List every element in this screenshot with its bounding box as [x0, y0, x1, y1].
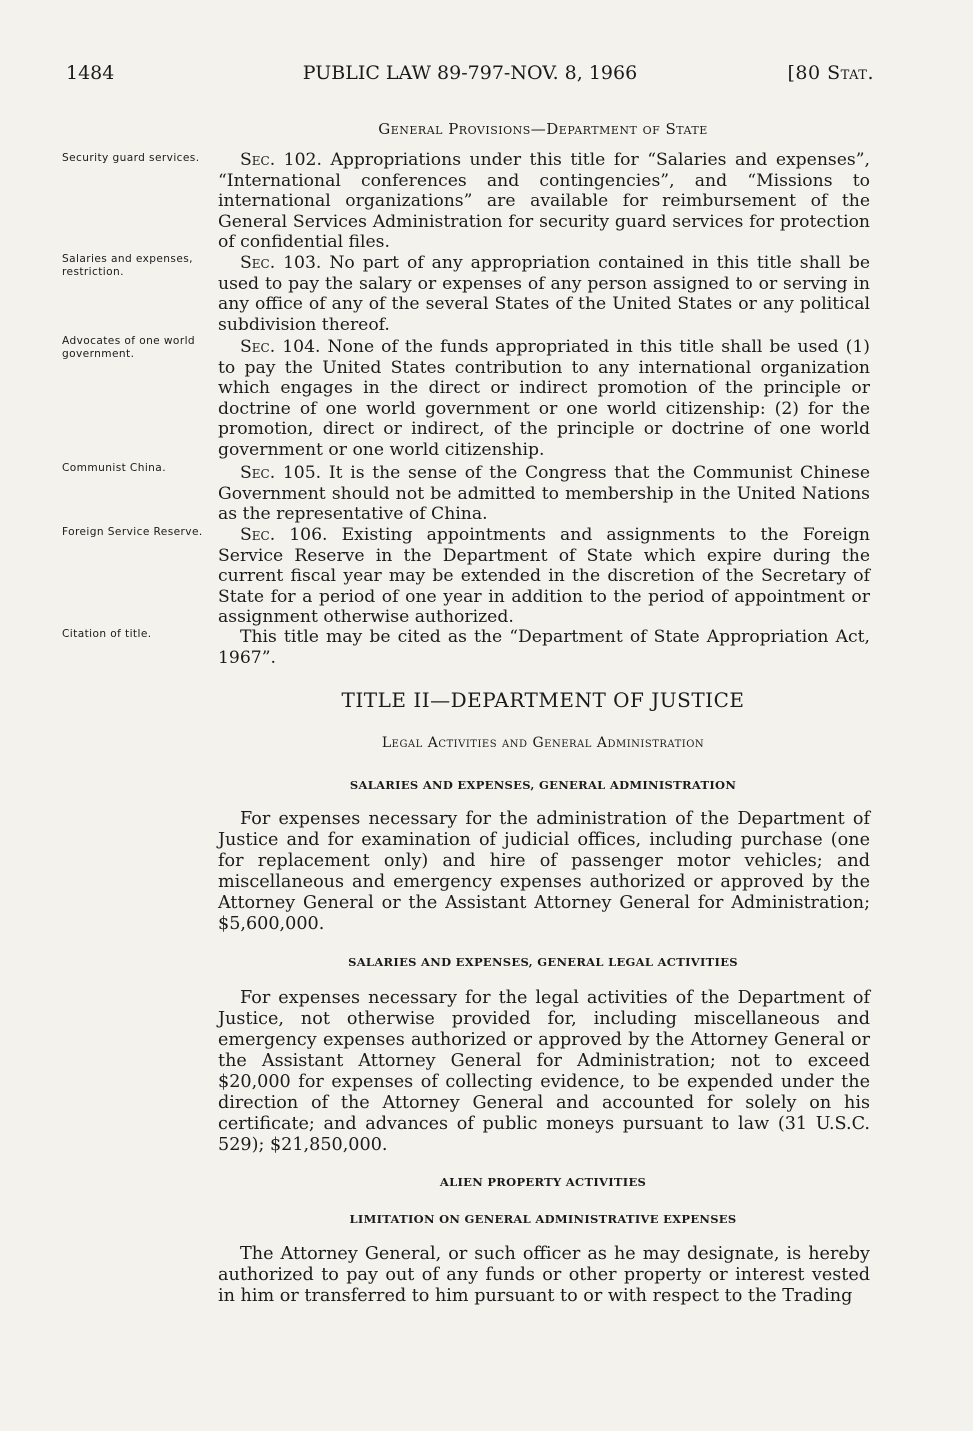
- stat-reference: [80 Stat.: [787, 62, 874, 84]
- section-105-text: It is the sense of the Congress that the Communist Chinese Government should not be admitted to membership in the United Nations as the representative of China.: [218, 463, 870, 525]
- paragraph-general-admin: For expenses necessary for the administration of the Department of Justice and for examination of judicial offices, including purchase (one for replacement only) and hire of passenger motor vehicles; and miscellaneous and emergency expenses authorized or approved by the Attorney General or the Assistant Attorney General for Administration; $5,600,000.: [218, 809, 870, 934]
- heading-alien-property: ALIEN PROPERTY ACTIVITIES: [439, 1175, 647, 1189]
- section-104-text: None of the funds appropriated in this title shall be used (1) to pay the United States contribution to any international organization which engages in the direct or indirect promotion of the principle or doctrine of one world government or one world citizenship: (2) for the promotion, direct or indirect, of the principle or doctrine of one world government or one world citizenship.: [218, 337, 870, 460]
- citation-paragraph: This title may be cited as the “Department of State Appropriation Act, 1967”.: [218, 627, 870, 668]
- heading-salaries-general-admin: SALARIES AND EXPENSES, GENERAL ADMINISTRATION: [349, 778, 737, 792]
- section-103-label: Sec. 103.: [240, 253, 322, 273]
- running-title: PUBLIC LAW 89-797-NOV. 8, 1966: [302, 62, 638, 84]
- section-102-text: Appropriations under this title for “Salaries and expenses”, “International conferences and contingencies”, and “Missions to international organizations” are available for reimbursement of the General Services Administration for security guard services for protection of confidential files.: [218, 150, 870, 253]
- margin-note-salaries: Salaries and expenses, restriction.: [62, 253, 193, 278]
- paragraph-attorney-general: The Attorney General, or such officer as he may designate, is hereby authorized to pay out of any funds or other property or interest vested in him or transferred to him pursuant to or with respect to the Trading: [218, 1244, 870, 1306]
- margin-note-citation: Citation of title.: [62, 628, 152, 640]
- heading-legal-activities: Legal Activities and General Administration: [381, 735, 705, 751]
- section-105: [218, 463, 870, 525]
- section-102: [218, 150, 870, 253]
- section-106-label: Sec. 106.: [240, 525, 328, 545]
- heading-salaries-legal: SALARIES AND EXPENSES, GENERAL LEGAL ACTIVITIES: [348, 955, 738, 969]
- margin-note-foreign-service: Foreign Service Reserve.: [62, 526, 203, 538]
- section-105-label: Sec. 105.: [240, 463, 322, 483]
- margin-note-advocates: Advocates of one world government.: [62, 335, 196, 360]
- paragraph-legal-activities: For expenses necessary for the legal activities of the Department of Justice, not otherwise provided for, including miscellaneous and emergency expenses authorized or approved by the Attorney General or the Assistant Attorney General for Administration; not to exceed $20,000 for expenses of collecting evidence, to be expended under the direction of the Attorney General and accounted for solely on his certificate; and advances of public moneys pursuant to law (31 U.S.C. 529); $21,850,000.: [218, 988, 870, 1155]
- heading-limitation: LIMITATION ON GENERAL ADMINISTRATIVE EXPENSES: [349, 1212, 737, 1226]
- section-102-label: Sec. 102.: [240, 150, 322, 170]
- heading-general-provisions: General Provisions—Department of State: [378, 120, 708, 138]
- section-106: [218, 525, 870, 628]
- section-106-text: Existing appointments and assignments to the Foreign Service Reserve in the Department of State which expire during the current fiscal year may be extended in the discretion of the Secretary of State for a period of one year in addition to the period of appointment or assignment otherwise authorized.: [218, 525, 871, 628]
- margin-note-security: Security guard services.: [62, 152, 200, 164]
- section-104-label: Sec. 104.: [240, 337, 321, 357]
- page-header: [66, 62, 874, 88]
- margin-note-communist: Communist China.: [62, 462, 166, 474]
- section-103-text: No part of any appropriation contained in this title shall be used to pay the salary or expenses of any person assigned to or serving in any office of any of the several States of the United States or any political subdivision thereof.: [218, 253, 870, 335]
- title-ii-heading: TITLE II—DEPARTMENT OF JUSTICE: [341, 688, 745, 712]
- section-103: [218, 253, 870, 335]
- section-104: [218, 337, 870, 461]
- page-number: 1484: [66, 62, 115, 84]
